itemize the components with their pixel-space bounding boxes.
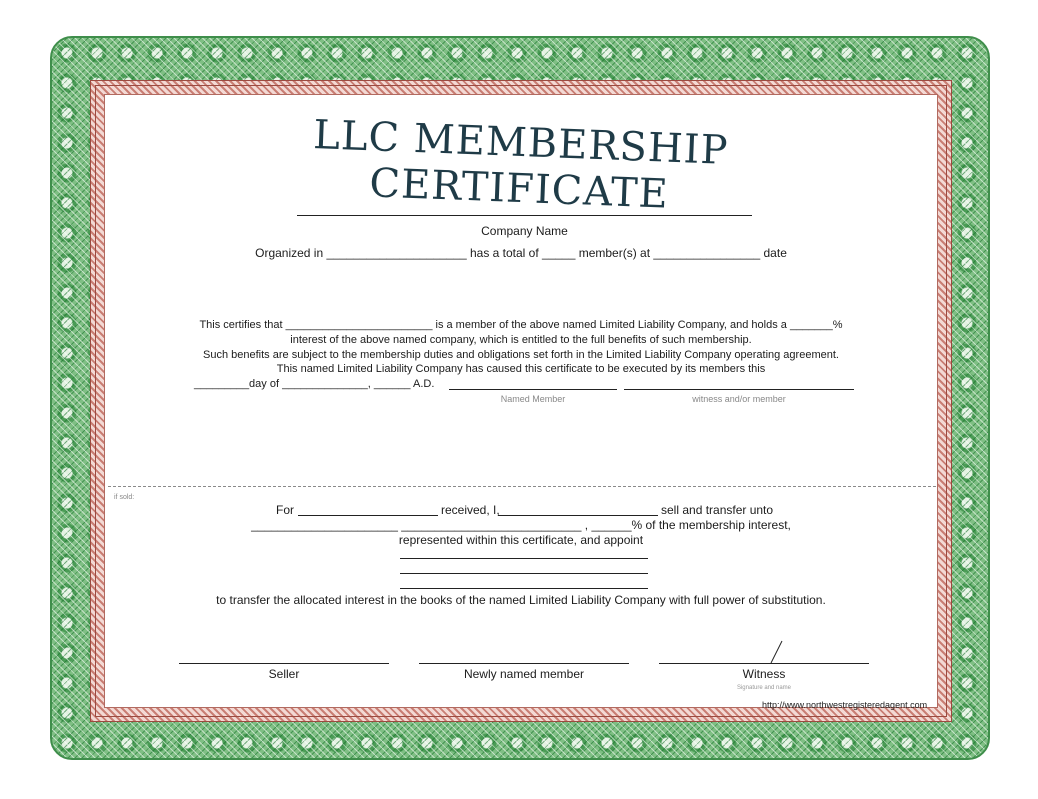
named-member-label: Named Member	[500, 394, 566, 404]
appointee-line-2[interactable]	[400, 573, 648, 574]
if-sold-label: if sold:	[114, 494, 135, 501]
certify-line-3: Such benefits are subject to the membership duties and obligations set forth in the Limited Liability Company operating agreement.	[203, 349, 839, 361]
sold-received-label: received, I,	[441, 503, 500, 517]
seller-label: Seller	[268, 667, 300, 681]
certificate-title: LLC MEMBERSHIP CERTIFICATE	[312, 112, 730, 218]
organized-line: Organized in _____________________ has a total of _____ member(s) at ________________ date	[255, 246, 787, 260]
company-name-line[interactable]	[297, 215, 752, 216]
appointee-line-1[interactable]	[400, 558, 648, 559]
named-member-line[interactable]	[449, 389, 617, 390]
certify-line-1: This certifies that ________________________ is a member of the above named Limited Liability Company, and holds a _______%	[199, 319, 843, 331]
transfer-text: to transfer the allocated interest in the books of the named Limited Liability Company with full power of substitution.	[216, 593, 826, 607]
sold-amount-line[interactable]	[298, 515, 438, 516]
certify-line-4: This named Limited Liability Company has caused this certificate to be executed by its members this	[276, 363, 766, 375]
certify-line-2: interest of the above named company, which is entitled to the full benefits of such membership.	[290, 334, 752, 346]
newly-named-signature-line[interactable]	[419, 663, 629, 664]
sold-transfer-label: sell and transfer unto	[661, 503, 774, 517]
seller-signature-line[interactable]	[179, 663, 389, 664]
cut-divider	[108, 486, 936, 487]
signature-slash-icon	[768, 640, 784, 664]
witness-label: Witness	[742, 667, 786, 681]
appointee-line-3[interactable]	[400, 588, 648, 589]
newly-named-label: Newly named member	[463, 667, 585, 681]
certify-date-line: _________day of ______________, ______ A.D.	[194, 378, 435, 390]
sold-for-label: For	[276, 503, 294, 517]
signature-name-label: Signature and name	[736, 685, 792, 691]
company-name-label: Company Name	[481, 224, 568, 238]
sold-line-3: represented within this certificate, and appoint	[398, 533, 644, 547]
seller-name-line[interactable]	[498, 515, 658, 516]
witness-member-label: witness and/or member	[692, 394, 786, 404]
sold-line-2: ______________________ ___________________________ , ______% of the membership interest,	[251, 518, 791, 532]
witness-signature-line[interactable]	[659, 663, 869, 664]
witness-member-line[interactable]	[624, 389, 854, 390]
website-url[interactable]: http://www.northwestregisteredagent.com	[762, 700, 928, 710]
